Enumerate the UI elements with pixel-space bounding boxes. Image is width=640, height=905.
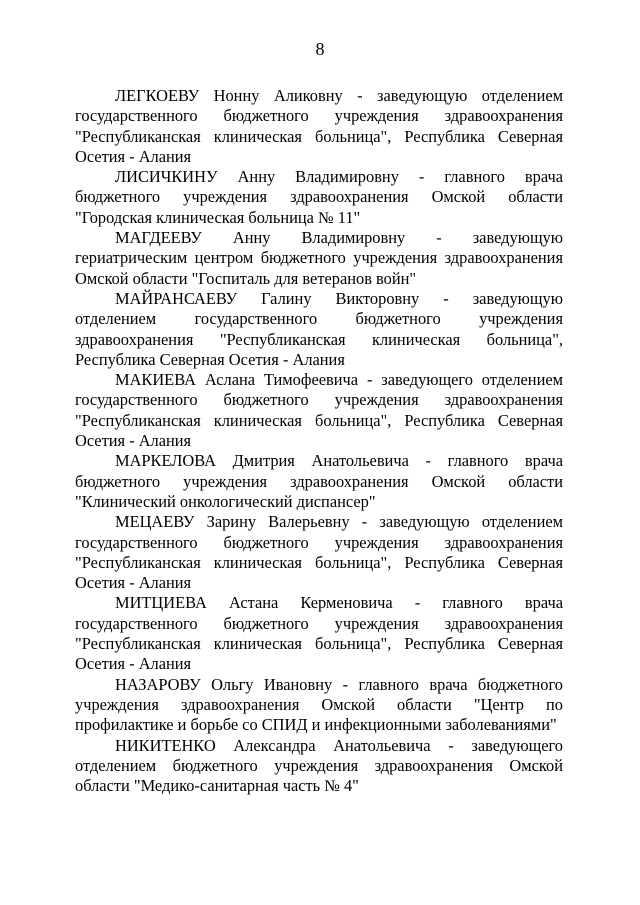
page-number: 8: [315, 39, 325, 59]
entry-nikitenko: НИКИТЕНКО Александра Анатольевича - заведующего отделением бюджетного учреждения здравоохранения Омской области "Медико-санитарная часть № 4": [75, 735, 563, 796]
entry-nazarova: НАЗАРОВУ Ольгу Ивановну - главного врача бюджетного учреждения здравоохранения Омской области "Центр по профилактике и борьбе со СПИД и инфекционными заболеваниями": [75, 674, 563, 735]
entry-legkoeva: ЛЕГКОЕВУ Нонну Аликовну - заведующую отделением государственного бюджетного учреждения здравоохранения "Республиканская клиническая больница", Республика Северная Осетия - Алания: [75, 86, 563, 166]
entry-markelov: МАРКЕЛОВА Дмитрия Анатольевича - главного врача бюджетного учреждения здравоохранения Омской области "Клинический онкологический диспансер": [75, 451, 563, 511]
entry-mayransaeva: МАЙРАНСАЕВУ Галину Викторовну - заведующую отделением государственного бюджетного учреждения здравоохранения "Республиканская клиническая больница", Республика Северная Осетия - Алания: [75, 288, 563, 369]
entry-list: [75, 86, 563, 796]
entry-magdeeva: МАГДЕЕВУ Анну Владимировну - заведующую гериатрическим центром бюджетного учреждения здравоохранения Омской области "Госпиталь для ветеранов войн": [75, 228, 563, 288]
entry-metsaeva: МЕЦАЕВУ Зарину Валерьевну - заведующую отделением государственного бюджетного учреждения здравоохранения "Республиканская клиническая больница", Республика Северная Осетия - Алания: [75, 512, 563, 593]
entry-makiev: МАКИЕВА Аслана Тимофеевича - заведующего отделением государственного бюджетного учреждения здравоохранения "Республиканская клиническая больница", Республика Северная Осетия - Алания: [75, 370, 563, 451]
entry-lisichkina: ЛИСИЧКИНУ Анну Владимировну - главного врача бюджетного учреждения здравоохранения Омской области "Городская клиническая больница № 11": [75, 167, 563, 227]
entry-mittsiev: МИТЦИЕВА Астана Керменовича - главного врача государственного бюджетного учреждения здравоохранения "Республиканская клиническая больница", Республика Северная Осетия - Алания: [75, 593, 563, 674]
